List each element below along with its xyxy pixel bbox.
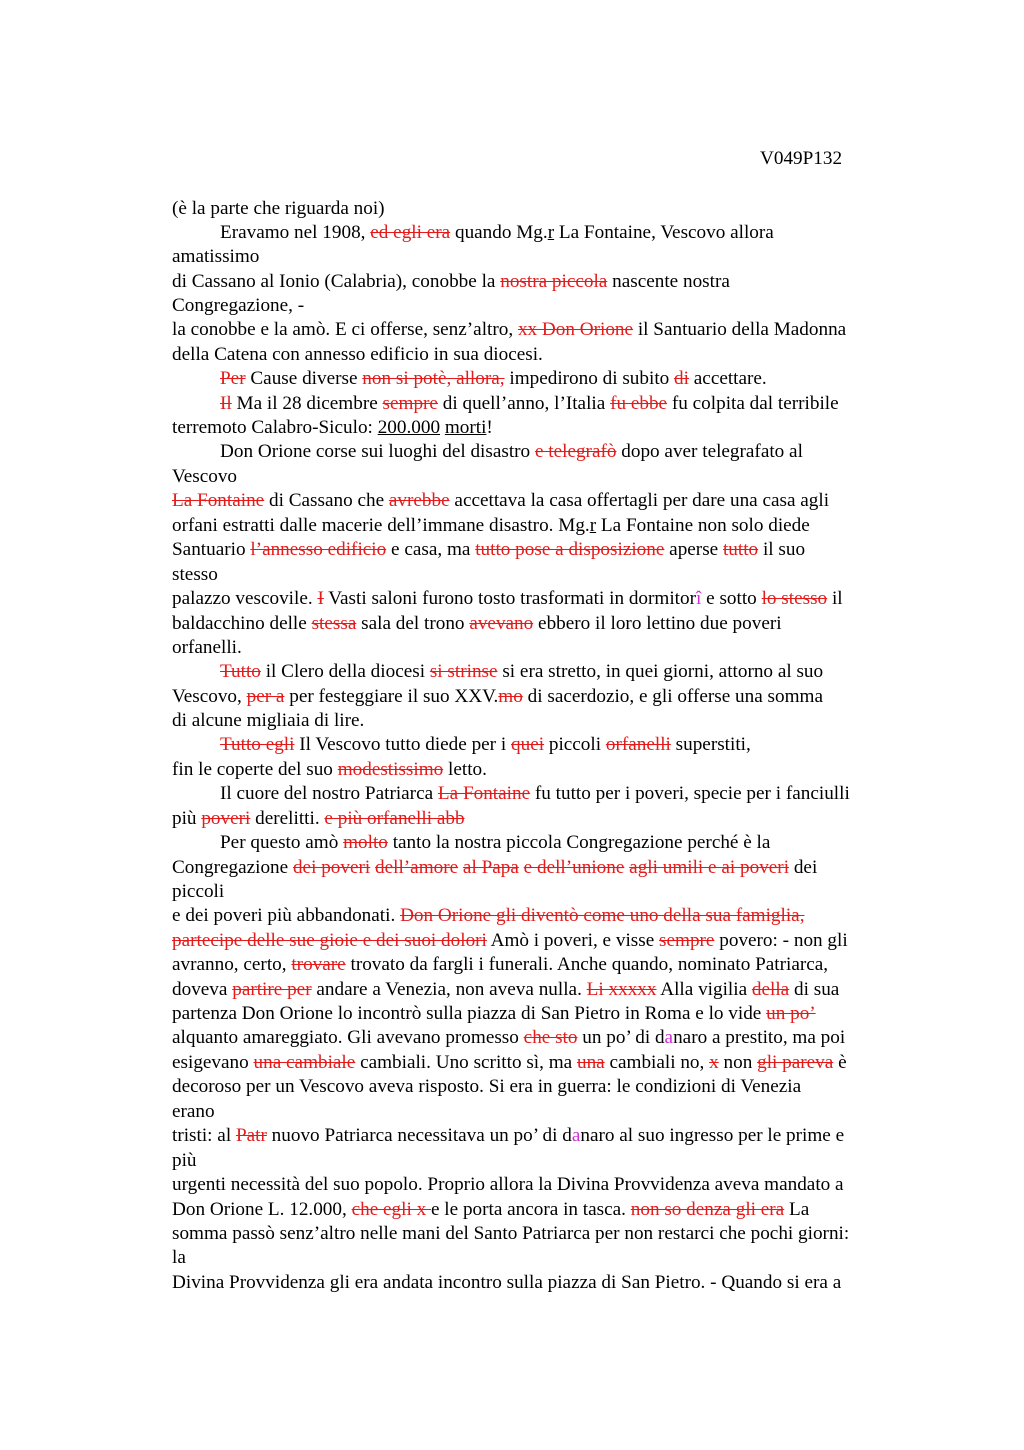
deleted-text: stessa	[311, 613, 357, 634]
text-line	[172, 563, 218, 588]
text-line	[172, 1002, 816, 1027]
text-run: andare a Venezia, non aveva nulla.	[311, 979, 587, 1000]
text-run: cambiali no,	[604, 1052, 710, 1073]
deleted-text: si strinse	[429, 661, 498, 682]
text-line	[220, 831, 770, 856]
text-line	[220, 660, 823, 685]
text-run: Congregazione, -	[172, 295, 305, 316]
text-line	[172, 929, 848, 954]
text-run: Vasti saloni furono tosto trasformati in dormitor	[323, 588, 696, 609]
text-line	[172, 758, 487, 783]
text-run: sala del trono	[356, 613, 470, 634]
text-line	[172, 978, 839, 1003]
document-id: V049P132	[760, 148, 843, 169]
text-run: la conobbe e la amò. E ci offerse, senz’altro,	[172, 319, 518, 340]
deleted-text: che sto	[523, 1027, 578, 1048]
text-run: impedirono di subito	[504, 368, 675, 389]
text-run: urgenti necessità del suo popolo. Proprio allora la Divina Provvidenza aveva mandato a	[172, 1174, 844, 1195]
deleted-text: un po’	[766, 1003, 816, 1024]
deleted-text: nostra piccola	[500, 271, 608, 292]
text-run: Il Vescovo tutto diede per i	[294, 734, 511, 755]
deleted-text: La Fontaine	[437, 783, 531, 804]
text-line	[172, 343, 543, 368]
text-run: avranno, certo,	[172, 954, 292, 975]
text-line	[172, 587, 843, 612]
text-line	[172, 245, 259, 270]
text-line	[220, 440, 803, 465]
deleted-text: lo stesso	[761, 588, 828, 609]
text-run: di sua	[789, 979, 840, 1000]
text-line	[220, 733, 751, 758]
text-run: di Cassano che	[264, 490, 389, 511]
text-run: Cause diverse	[245, 368, 363, 389]
deleted-text: gli pareva	[757, 1052, 834, 1073]
text-line	[172, 856, 817, 881]
text-line	[172, 709, 364, 734]
deleted-text: partire per	[232, 979, 312, 1000]
text-run: trovato da fargli i funerali. Anche quando, nominato Patriarca,	[345, 954, 829, 975]
deleted-text: quei	[511, 734, 545, 755]
text-run: orfanelli.	[172, 637, 242, 658]
text-line	[172, 953, 828, 978]
deleted-text: una cambiale	[253, 1052, 356, 1073]
text-line	[172, 1246, 186, 1271]
text-run: La Fontaine non solo diede	[596, 515, 810, 536]
text-line	[220, 221, 774, 246]
text-run: di quell’anno, l’Italia	[437, 393, 611, 414]
text-run: (è la parte che riguarda noi)	[172, 198, 385, 219]
text-run: aperse	[664, 539, 723, 560]
deleted-text: trovare	[291, 954, 346, 975]
text-line	[172, 416, 493, 441]
text-line	[172, 514, 810, 539]
text-run: Ma il 28 dicembre	[231, 393, 383, 414]
text-run: è	[833, 1052, 847, 1073]
text-run: fu tutto per i poveri, specie per i fanciulli	[530, 783, 850, 804]
text-line	[220, 392, 839, 417]
text-run: per festeggiare il suo XXV.	[284, 686, 499, 707]
text-run: La	[784, 1199, 810, 1220]
text-run: il Santuario della Madonna	[633, 319, 847, 340]
deleted-text: Don Orione gli diventò come uno della sua famiglia,	[400, 905, 805, 926]
deleted-text: ed egli era	[370, 222, 451, 243]
text-run: baldacchino delle	[172, 613, 312, 634]
text-run: !	[486, 417, 493, 438]
text-run: Don Orione L. 12.000,	[172, 1199, 352, 1220]
text-run: partenza Don Orione lo incontrò sulla piazza di San Pietro in Roma e lo vide	[172, 1003, 767, 1024]
text-run: si era stretto, in quei giorni, attorno al suo	[497, 661, 824, 682]
deleted-text: sempre	[382, 393, 438, 414]
text-run: naro al suo ingresso per le prime e	[580, 1125, 845, 1146]
deleted-text: Li xxxxx	[586, 979, 657, 1000]
deleted-text: avrebbe	[388, 490, 450, 511]
text-line	[172, 1051, 847, 1076]
deleted-text: Per	[220, 368, 246, 389]
text-run: letto.	[443, 759, 487, 780]
text-line	[172, 685, 823, 710]
text-run: superstiti,	[670, 734, 751, 755]
text-run: accettare.	[688, 368, 767, 389]
text-run: Santuario	[172, 539, 251, 560]
text-line	[172, 1075, 801, 1100]
text-run: terremoto Calabro-Siculo:	[172, 417, 378, 438]
text-run: di alcune migliaia di lire.	[172, 710, 365, 731]
text-run: Divina Provvidenza gli era andata incontro sulla piazza di San Pietro. - Quando si era a	[172, 1272, 842, 1293]
deleted-text: mo	[498, 686, 523, 707]
text-run: Vescovo,	[172, 686, 247, 707]
deleted-text: avevano	[469, 613, 534, 634]
text-run: un po’ di d	[577, 1027, 665, 1048]
text-run: cambiali. Uno scritto sì, ma	[355, 1052, 577, 1073]
text-run: fin le coperte del suo	[172, 759, 338, 780]
deleted-text: che egli x	[351, 1199, 431, 1220]
text-run: somma passò senz’altro nelle mani del Santo Patriarca per non restarci che pochi giorni:	[172, 1223, 850, 1244]
deleted-text: xx Don Orione	[517, 319, 634, 340]
deleted-text: agli umili e ai poveri	[629, 857, 790, 878]
text-run: derelitti.	[250, 808, 325, 829]
text-run: piccoli	[544, 734, 606, 755]
text-run: esigevano	[172, 1052, 254, 1073]
text-line	[220, 367, 767, 392]
text-run: ebbero il loro lettino due poveri	[533, 613, 782, 634]
text-line	[172, 1100, 215, 1125]
deleted-text: fu ebbe	[610, 393, 668, 414]
text-run: accettava la casa offertagli per dare una casa agli	[449, 490, 830, 511]
text-line	[220, 782, 850, 807]
deleted-text: sempre	[659, 930, 715, 951]
text-run: Eravamo nel 1908,	[220, 222, 371, 243]
text-run: e casa, ma	[386, 539, 476, 560]
text-run: la	[172, 1247, 186, 1268]
deleted-text: tutto	[722, 539, 759, 560]
deleted-text: e più orfanelli abb	[324, 808, 465, 829]
text-run: povero: - non gli	[714, 930, 848, 951]
text-run: di Cassano al Ionio (Calabria), conobbe la	[172, 271, 501, 292]
deleted-text: Patr	[235, 1125, 267, 1146]
text-line	[172, 197, 385, 222]
inserted-mark: î	[696, 588, 702, 609]
text-run: Per questo amò	[220, 832, 344, 853]
underlined-text: r	[589, 515, 597, 536]
text-line	[172, 1124, 844, 1149]
deleted-text: di	[674, 368, 689, 389]
text-run: non	[718, 1052, 758, 1073]
text-run: il	[827, 588, 843, 609]
text-run: il Clero della diocesi	[260, 661, 430, 682]
text-run: Vescovo	[172, 466, 238, 487]
underlined-text: 200.000	[377, 417, 441, 438]
text-line	[172, 1222, 849, 1247]
inserted-mark: a	[571, 1125, 581, 1146]
deleted-text: tutto pose a disposizione	[475, 539, 665, 560]
underlined-text: r	[547, 222, 555, 243]
text-run: doveva	[172, 979, 233, 1000]
text-line	[172, 904, 805, 929]
text-line	[172, 538, 805, 563]
text-run: quando Mg.	[450, 222, 548, 243]
text-run: di sacerdozio, e gli offerse una somma	[522, 686, 823, 707]
text-run: tanto la nostra piccola Congregazione perché è la	[387, 832, 771, 853]
text-run: naro a prestito, ma poi	[673, 1027, 846, 1048]
text-line	[172, 1198, 809, 1223]
text-run: amatissimo	[172, 246, 260, 267]
text-line	[172, 807, 465, 832]
text-line	[172, 1026, 845, 1051]
text-run: della Catena con annesso edificio in sua diocesi.	[172, 344, 543, 365]
text-run: più	[172, 808, 202, 829]
text-run: e sotto	[701, 588, 762, 609]
text-run: nuovo Patriarca necessitava un po’ di d	[266, 1125, 572, 1146]
text-line	[172, 489, 829, 514]
text-run: Il cuore del nostro Patriarca	[220, 783, 438, 804]
deleted-text: modestissimo	[337, 759, 444, 780]
text-run: tristi: al	[172, 1125, 236, 1146]
text-line	[172, 465, 237, 490]
text-line	[172, 612, 782, 637]
deleted-text: x	[709, 1052, 719, 1073]
text-run: La Fontaine, Vescovo allora	[554, 222, 774, 243]
text-line	[172, 1271, 841, 1296]
text-run: dopo aver telegrafato al	[616, 441, 803, 462]
text-run: Don Orione corse sui luoghi del disastro	[220, 441, 535, 462]
deleted-text: e telegrafò	[534, 441, 617, 462]
text-line	[172, 318, 846, 343]
text-line	[172, 636, 242, 661]
text-line	[172, 880, 224, 905]
text-line	[172, 294, 304, 319]
deleted-text: partecipe delle sue gioie e dei suoi dolori	[172, 930, 487, 951]
text-line	[172, 1173, 844, 1198]
text-run: stesso	[172, 564, 218, 585]
text-run: e le porta ancora in tasca.	[430, 1199, 631, 1220]
deleted-text: molto	[343, 832, 388, 853]
deleted-text: l’annesso edificio	[250, 539, 387, 560]
text-line	[172, 270, 730, 295]
deleted-text: Tutto	[220, 661, 261, 682]
text-run: Congregazione	[172, 857, 293, 878]
text-run: il suo	[758, 539, 806, 560]
deleted-text: Il	[220, 393, 232, 414]
deleted-text: della	[751, 979, 790, 1000]
text-run: Alla vigilia	[656, 979, 752, 1000]
deleted-text: e dell’unione	[523, 857, 625, 878]
deleted-text: La Fontaine	[172, 490, 265, 511]
text-run: decoroso per un Vescovo aveva risposto. Si era in guerra: le condizioni di Venezia	[172, 1076, 802, 1097]
text-run: più	[172, 1150, 197, 1171]
text-run: piccoli	[172, 881, 225, 902]
inserted-mark: a	[664, 1027, 674, 1048]
deleted-text: al Papa	[462, 857, 519, 878]
deleted-text: non so denza gli era	[630, 1199, 785, 1220]
text-run: erano	[172, 1101, 215, 1122]
deleted-text: non si potè, allora,	[362, 368, 505, 389]
deleted-text: per a	[246, 686, 285, 707]
text-run: dei	[789, 857, 818, 878]
deleted-text: dei poveri	[292, 857, 371, 878]
text-run: alquanto amareggiato. Gli avevano promesso	[172, 1027, 524, 1048]
underlined-text: morti	[444, 417, 487, 438]
text-run: fu colpita dal terribile	[667, 393, 839, 414]
text-run: orfani estratti dalle macerie dell’immane disastro. Mg.	[172, 515, 590, 536]
deleted-text: una	[576, 1052, 605, 1073]
deleted-text: Tutto egli	[220, 734, 295, 755]
text-run: e dei poveri più abbandonati.	[172, 905, 401, 926]
deleted-text: poveri	[201, 808, 251, 829]
text-run: nascente nostra	[607, 271, 730, 292]
text-run: palazzo vescovile.	[172, 588, 318, 609]
deleted-text: orfanelli	[605, 734, 671, 755]
text-run: Amò i poveri, e visse	[486, 930, 660, 951]
deleted-text: I	[317, 588, 324, 609]
text-line	[172, 1149, 197, 1174]
deleted-text: dell’amore	[375, 857, 459, 878]
